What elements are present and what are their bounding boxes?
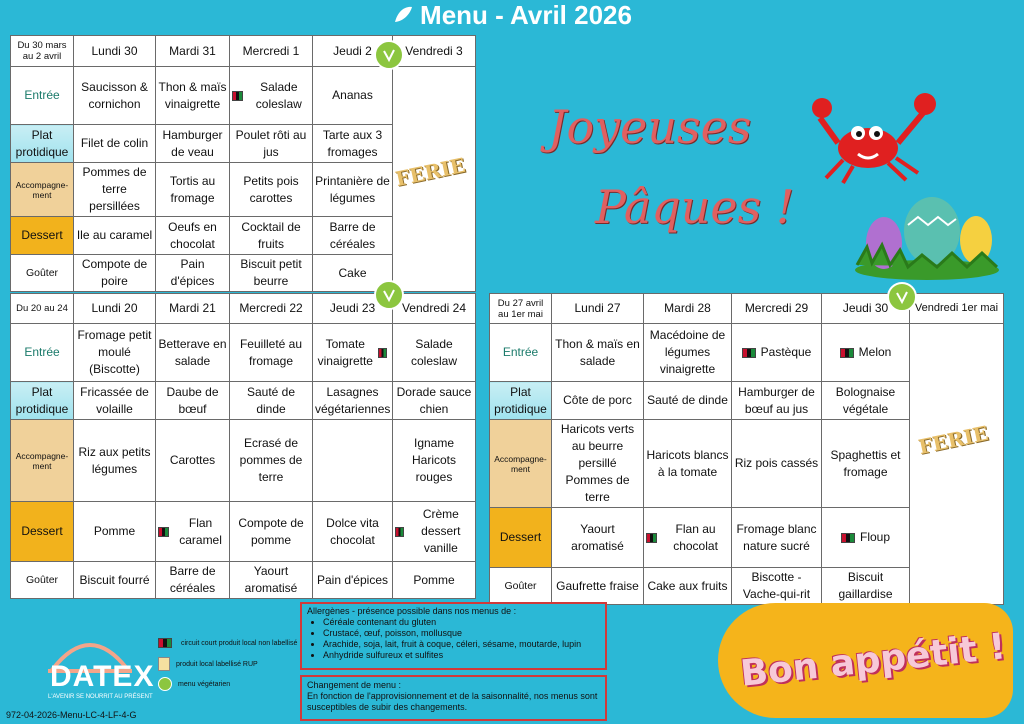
easter-line1: Joyeuses [548, 100, 752, 154]
menu-cell: Thon & maïs vinaigrette [156, 67, 230, 125]
local-flag-icon [158, 638, 172, 648]
legend-veg: menu végétarien [158, 677, 230, 691]
allergens-box [300, 602, 607, 670]
day-header: Vendredi 24 [393, 294, 476, 324]
menu-cell: Biscuit fourré [74, 562, 156, 599]
vegetarian-badge-icon [887, 282, 917, 312]
menu-cell: Thon & maïs en salade [552, 324, 644, 382]
row-label-dessert: Dessert [490, 508, 552, 568]
leaf-icon [392, 2, 414, 32]
local-flag-icon [742, 348, 756, 358]
menu-cell: Cocktail de fruits [230, 217, 313, 255]
menu-cell: Fromage petit moulé (Biscotte) [74, 324, 156, 382]
menu-cell: Feuilleté au fromage [230, 324, 313, 382]
menu-cell: Fromage blanc nature sucré [732, 508, 822, 568]
menu-cell: Igname Haricots rouges [393, 420, 476, 502]
menu-cell: Petits pois carottes [230, 163, 313, 217]
menu-cell: Oeufs en chocolat [156, 217, 230, 255]
allergens-title: Allergènes - présence possible dans nos menus de : [307, 606, 517, 616]
menu-cell: Ecrasé de pommes de terre [230, 420, 313, 502]
row-label-acc: Accompagne-ment [490, 420, 552, 508]
logo-tagline: L'AVENIR SE NOURRIT AU PRÉSENT [48, 694, 153, 700]
menu-cell-text: Melon [858, 345, 892, 359]
menu-cell: Macédoine de légumes vinaigrette [644, 324, 732, 382]
menu-cell: Biscuit gaillardise [822, 568, 910, 605]
row-label-entree: Entrée [11, 67, 74, 125]
menu-cell: Carottes [156, 420, 230, 502]
menu-cell: Filet de colin [74, 125, 156, 163]
menu-cell-text: Flan caramel [179, 515, 222, 547]
week2-table [10, 293, 476, 599]
menu-cell: Biscotte - Vache-qui-rit [732, 568, 822, 605]
change-text: En fonction de l'approvisionnement et de la saisonnalité, nos menus sont susceptibles de subir des changements. [307, 691, 598, 712]
local-flag-icon [646, 533, 657, 543]
menu-cell: Hamburger de bœuf au jus [732, 382, 822, 420]
menu-cell: Côte de porc [552, 382, 644, 420]
menu-cell-text: Salade coleslaw [255, 79, 302, 111]
day-header: Mercredi 29 [732, 294, 822, 324]
day-header: Jeudi 2 [313, 36, 393, 67]
vegetarian-badge-icon [374, 280, 404, 310]
rup-label-icon [158, 657, 170, 671]
day-header: Mardi 28 [644, 294, 732, 324]
menu-cell [393, 502, 476, 562]
day-header: Mardi 31 [156, 36, 230, 67]
bon-appetit-text: Bon appétit ! [738, 626, 1008, 695]
easter-eggs-icon [852, 195, 1002, 280]
row-label-plat: Plat protidique [11, 125, 74, 163]
menu-cell: Pain d'épices [313, 562, 393, 599]
day-header: Lundi 27 [552, 294, 644, 324]
local-flag-icon [395, 527, 404, 537]
day-header: Mardi 21 [156, 294, 230, 324]
allergen-item: • Céréale contenant du gluten [323, 617, 600, 628]
menu-cell [732, 324, 822, 382]
day-header: Jeudi 30 [822, 294, 910, 324]
day-header: Jeudi 23 [313, 294, 393, 324]
local-flag-icon [378, 348, 387, 358]
menu-cell: Compote de pomme [230, 502, 313, 562]
menu-cell: Bolognaise végétale [822, 382, 910, 420]
menu-cell [156, 502, 230, 562]
logo-name: DATEX [50, 660, 155, 693]
menu-cell: Pomme [393, 562, 476, 599]
holiday-cell [910, 324, 1004, 605]
day-header: Lundi 30 [74, 36, 156, 67]
menu-cell: Salade coleslaw [393, 324, 476, 382]
menu-cell-text: Tomate vinaigrette [317, 336, 373, 368]
menu-cell: Compote de poire [74, 255, 156, 292]
easter-line2: Pâques ! [595, 180, 795, 234]
menu-cell: Lasagnes végétariennes [313, 382, 393, 420]
row-label-plat: Plat protidique [11, 382, 74, 420]
ferie-label: FERIE [916, 420, 991, 460]
menu-cell: Yaourt aromatisé [230, 562, 313, 599]
menu-cell: Yaourt aromatisé [552, 508, 644, 568]
local-flag-icon [158, 527, 169, 537]
menu-cell: Gaufrette fraise [552, 568, 644, 605]
week1-corner: Du 30 mars au 2 avril [11, 36, 74, 67]
row-label-entree: Entrée [11, 324, 74, 382]
crab-icon [808, 88, 943, 188]
row-label-entree: Entrée [490, 324, 552, 382]
document-code: 972-04-2026-Menu-LC-4-LF-4-G [6, 710, 137, 720]
menu-cell: Poulet rôti au jus [230, 125, 313, 163]
menu-cell: Cake [313, 255, 393, 292]
allergen-item: • Crustacé, œuf, poisson, mollusque [323, 628, 600, 639]
menu-cell: Pain d'épices [156, 255, 230, 292]
menu-cell: Biscuit petit beurre [230, 255, 313, 292]
menu-cell: Riz aux petits légumes [74, 420, 156, 502]
menu-cell [822, 508, 910, 568]
day-header: Mercredi 22 [230, 294, 313, 324]
page-title [0, 0, 1024, 30]
menu-cell: Barre de céréales [313, 217, 393, 255]
day-header: Vendredi 3 [393, 36, 476, 67]
allergen-item: • Anhydride sulfureux et sulfites [323, 650, 600, 661]
menu-cell-text: Pastèque [760, 345, 812, 359]
row-label-gouter: Goûter [11, 562, 74, 599]
row-label-gouter: Goûter [490, 568, 552, 605]
day-header: Mercredi 1 [230, 36, 313, 67]
title-text: Menu - Avril 2026 [420, 0, 632, 30]
menu-cell: Cake aux fruits [644, 568, 732, 605]
menu-cell [230, 67, 313, 125]
menu-cell: Ananas [313, 67, 393, 125]
menu-cell: Riz pois cassés [732, 420, 822, 508]
menu-cell: Tarte aux 3 fromages [313, 125, 393, 163]
menu-cell-text: Floup [859, 530, 891, 544]
menu-cell: Pommes de terre persillées [74, 163, 156, 217]
menu-cell: Sauté de dinde [230, 382, 313, 420]
row-label-acc: Accompagne-ment [11, 163, 74, 217]
vegetarian-badge-icon [158, 677, 172, 691]
legend-rup: produit local labellisé RUP [158, 657, 258, 671]
menu-cell: Haricots blancs à la tomate [644, 420, 732, 508]
menu-cell [313, 324, 393, 382]
menu-cell: Dolce vita chocolat [313, 502, 393, 562]
menu-cell: Barre de céréales [156, 562, 230, 599]
menu-cell: Fricassée de volaille [74, 382, 156, 420]
menu-cell: Printanière de légumes [313, 163, 393, 217]
row-label-plat: Plat protidique [490, 382, 552, 420]
week2-corner: Du 20 au 24 [11, 294, 74, 324]
week1-table [10, 35, 476, 292]
day-header: Lundi 20 [74, 294, 156, 324]
row-label-dessert: Dessert [11, 217, 74, 255]
menu-change-box [300, 675, 607, 721]
menu-cell [822, 324, 910, 382]
week3-corner: Du 27 avril au 1er mai [490, 294, 552, 324]
menu-cell: Betterave en salade [156, 324, 230, 382]
menu-cell: Sauté de dinde [644, 382, 732, 420]
change-title: Changement de menu : [307, 680, 402, 690]
menu-cell: Pomme [74, 502, 156, 562]
day-header: Vendredi 1er mai [910, 294, 1004, 324]
menu-cell: Haricots verts au beurre persillé Pommes de terre [552, 420, 644, 508]
menu-cell: Saucisson & cornichon [74, 67, 156, 125]
menu-cell: Daube de bœuf [156, 382, 230, 420]
menu-cell: Spaghettis et fromage [822, 420, 910, 508]
menu-cell: Hamburger de veau [156, 125, 230, 163]
local-flag-icon [232, 91, 243, 101]
vegetarian-badge-icon [374, 40, 404, 70]
allergen-item: • Arachide, soja, lait, fruit à coque, céleri, sésame, moutarde, lupin [323, 639, 600, 650]
menu-cell [313, 420, 393, 502]
row-label-dessert: Dessert [11, 502, 74, 562]
menu-cell-text: Crème dessert vanille [421, 507, 461, 555]
row-label-acc: Accompagne-ment [11, 420, 74, 502]
menu-cell: Ile au caramel [74, 217, 156, 255]
legend-circuit: circuit court produit local non labellisé [158, 638, 297, 648]
menu-cell-text: Flan au chocolat [673, 521, 718, 553]
menu-cell: Dorade sauce chien [393, 382, 476, 420]
local-flag-icon [840, 348, 854, 358]
ferie-label: FERIE [393, 152, 468, 192]
row-label-gouter: Goûter [11, 255, 74, 292]
menu-cell [644, 508, 732, 568]
menu-cell: Tortis au fromage [156, 163, 230, 217]
local-flag-icon [841, 533, 855, 543]
